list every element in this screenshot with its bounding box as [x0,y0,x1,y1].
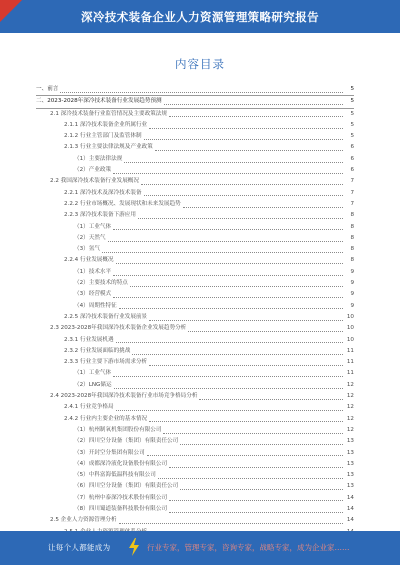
toc-entry[interactable] [36,84,354,96]
toc-dot-leader [147,455,343,456]
lightning-bolt-icon [128,538,140,556]
toc-entry-page: 11 [346,347,354,354]
toc-entry-title: （3）开封空分集团有限公司 [74,449,145,456]
toc-dot-leader [158,478,343,479]
footer-slogan: 让每个人都能成为 [48,543,111,552]
toc-entry-title: 2.2.4 行业发展概况 [64,257,114,264]
toc-entry-page: 10 [346,325,354,332]
toc-dot-leader [119,308,343,309]
toc-entry-title: （3）氢气 [74,246,100,253]
toc-entry[interactable] [36,391,354,402]
toc-dot-leader [180,444,343,445]
toc-dot-leader [113,229,343,230]
toc-entry-page: 11 [346,370,354,377]
toc-entry-title: 2.2 我国深冷技术装备行业发展概况 [50,178,139,185]
toc-dot-leader [180,489,343,490]
toc-entry[interactable] [36,267,354,278]
toc-entry-page: 9 [350,280,354,287]
toc-entry-title: 2.4.2 行业内主要企业的基本情况 [64,415,148,422]
toc-entry-page: 7 [350,189,354,196]
toc-entry-title: （2）主要技术的特点 [74,280,128,287]
toc-entry[interactable] [36,96,354,108]
toc-dot-leader [144,139,343,140]
toc-dot-leader [183,207,343,208]
toc-dot-leader [130,286,343,287]
toc-entry[interactable] [36,188,354,199]
toc-entry-page: 12 [346,393,354,400]
toc-entry-title: （7）杭州中泰深冷技术股份有限公司 [74,494,168,501]
toc-entry-page: 6 [350,167,354,174]
toc-entry-page: 14 [346,505,354,512]
toc-entry-page: 8 [350,212,354,219]
toc-entry-title: 2.3 2023-2028年我国深冷技术装备企业发展趋势分析 [50,325,187,332]
toc-entry-title: 2.3.1 行业发展机遇 [64,336,114,343]
toc-dot-leader [102,252,343,253]
toc-dot-leader [119,523,343,524]
toc-dot-leader [169,512,343,513]
toc-entry-page: 13 [346,460,354,467]
footer-bar [0,531,400,565]
toc-entry[interactable] [36,380,354,391]
toc-entry-page: 8 [350,257,354,264]
toc-entry-page: 5 [350,121,354,128]
toc-entry-title: 2.2.3 深冷技术装备下游应用 [64,212,136,219]
toc-dot-leader [188,331,343,332]
toc-entry-title: （8）四川蜀道装备科技股份有限公司 [74,505,168,512]
toc-entry-page: 5 [350,86,354,92]
toc-entry-title: 2.1.1 深冷技术装备企业所属行业 [64,121,148,128]
toc-entry[interactable] [36,278,354,289]
toc-entry-page: 9 [350,291,354,298]
toc-entry-title: 2.1.2 行业主管部门及监管体制 [64,133,142,140]
toc-dot-leader [124,162,343,163]
toc-entry[interactable] [36,244,354,255]
toc-entry-page: 7 [350,178,354,185]
toc-entry[interactable] [36,346,354,357]
toc-entry-title: 2.5 企业人力资源管理分析 [50,517,117,524]
toc-entry[interactable] [36,222,354,233]
toc-entry[interactable] [36,323,354,334]
toc-dot-leader [149,365,343,366]
toc-entry-page: 12 [346,426,354,433]
toc-entry[interactable] [36,255,354,266]
toc-dot-leader [116,410,343,411]
toc-entry-title: 2.1 深冷技术装备行业监管情况及主要政策法规 [50,110,167,117]
report-header-bar [0,0,400,33]
footer-roles: 行业专家，管理专家，咨询专家，战略专家，成为企业家…… [147,543,350,552]
toc-entry-title: （2）LNG储运 [74,381,112,388]
toc-entry[interactable] [36,120,354,131]
toc-entry[interactable] [36,154,354,165]
toc-entry[interactable] [36,481,354,492]
toc-dot-leader [149,421,343,422]
toc-entry[interactable] [36,448,354,459]
toc-entry-page: 13 [346,438,354,445]
toc-dot-leader [141,184,343,185]
toc-entry-title: 2.3.3 行业主要下游市场需求分析 [64,359,148,366]
toc-dot-leader [113,173,343,174]
toc-entry[interactable] [36,312,354,323]
toc-entry-page: 11 [346,359,354,366]
toc-entry[interactable] [36,459,354,470]
toc-entry-page: 6 [350,144,354,151]
toc-entry-title: （5）中科富海低温科技有限公司 [74,472,156,479]
toc-dot-leader [114,388,343,389]
toc-entry[interactable] [36,436,354,447]
toc-entry[interactable] [36,176,354,187]
toc-entry-title: 一、前言 [36,86,59,92]
toc-dot-leader [116,263,343,264]
toc-entry[interactable] [36,425,354,436]
toc-entry-page: 13 [346,449,354,456]
toc-entry[interactable] [36,402,354,413]
toc-entry[interactable] [36,199,354,210]
toc-entry-title: （4）周期性特征 [74,302,117,309]
toc-entry-title: （1）工业气体 [74,370,112,377]
toc-entry-page: 5 [350,133,354,140]
toc-entry-page: 10 [346,313,354,320]
toc-dot-leader [60,92,343,93]
toc-entry-page: 12 [346,381,354,388]
toc-entry-page: 12 [346,404,354,411]
toc-dot-leader [144,195,343,196]
toc-entry-title: （2）四川空分设备（集团）有限责任公司 [74,438,179,445]
toc-dot-leader [149,320,343,321]
toc-entry-page: 8 [350,223,354,230]
toc-entry-page: 9 [350,268,354,275]
toc-entry-title: 2.4 2023-2028年我国深冷技术装备行业市场竞争格局分析 [50,393,198,400]
toc-entry-title: 2.2.1 深冷技术及深冷技术装备 [64,189,142,196]
toc-entry-title: （1）主要法律法规 [74,155,123,162]
toc-entry-page: 6 [350,155,354,162]
toc-entry[interactable] [36,414,354,425]
toc-entry-title: 二、2023-2028年深冷技术装备行业发展趋势预测 [36,98,162,105]
toc-dot-leader [132,354,343,355]
toc-entry[interactable] [36,470,354,481]
toc-entry-page: 10 [346,336,354,343]
toc-entry-title: （2）产业政策 [74,167,112,174]
toc-dot-leader [164,104,343,105]
toc-entry[interactable] [36,504,354,515]
toc-entry[interactable] [36,335,354,346]
toc-entry-title: 2.1.3 行业主要法律法规及产业政策 [64,144,153,151]
toc-entry[interactable] [36,301,354,312]
toc-dot-leader [169,467,343,468]
toc-dot-leader [113,376,343,377]
toc-entry-page: 5 [350,98,354,105]
toc-entry-page: 12 [346,415,354,422]
toc-entry-title: （2）天然气 [74,234,106,241]
toc-entry-page: 8 [350,246,354,253]
toc-dot-leader [155,150,343,151]
toc-dot-leader [138,218,343,219]
toc-entry-title: （1）杭州制氧机集团股份有限公司 [74,426,162,433]
toc-entry[interactable] [36,131,354,142]
toc-entry-page: 5 [350,110,354,117]
toc-entry-page: 14 [346,517,354,524]
toc-entry[interactable] [36,357,354,368]
toc-entry[interactable] [36,210,354,221]
toc-dot-leader [116,342,343,343]
toc-entry-title: （4）成都深冷液化设备股份有限公司 [74,460,168,467]
toc-heading: 内容目录 [175,57,225,71]
toc-dot-leader [163,433,343,434]
toc-entry-page: 14 [346,494,354,501]
toc-dot-leader [169,500,343,501]
toc-entry-title: （6）四川空分设备（集团）有限责任公司 [74,483,179,490]
toc-dot-leader [113,275,343,276]
toc-entry-page: 13 [346,472,354,479]
toc-entry[interactable] [36,289,354,300]
toc-entry[interactable] [36,233,354,244]
toc-entry-title: （3）经营模式 [74,291,112,298]
toc-entry-page: 13 [346,483,354,490]
toc-entry-page: 8 [350,234,354,241]
toc-dot-leader [113,297,343,298]
toc-entry[interactable] [36,142,354,153]
toc-dot-leader [169,116,343,117]
toc-entry-title: 2.2.2 行业市场概况、发展现状和未来发展趋势 [64,200,181,207]
toc-entry[interactable] [36,493,354,504]
toc-entry-title: （1）工业气体 [74,223,112,230]
toc-entry-title: 2.3.2 行业发展面临的挑战 [64,347,131,354]
toc-entry[interactable] [36,368,354,379]
toc-dot-leader [149,128,343,129]
toc-entry-title: 2.2.5 深冷技术装备行业发展前景 [64,313,148,320]
table-of-contents [36,84,354,538]
toc-entry-page: 7 [350,200,354,207]
toc-entry-page: 9 [350,302,354,309]
toc-dot-leader [108,241,343,242]
toc-entry[interactable] [36,165,354,176]
toc-entry[interactable] [36,515,354,526]
toc-entry[interactable] [36,109,354,120]
toc-dot-leader [199,399,343,400]
report-title: 深冷技术装备企业人力资源管理策略研究报告 [81,10,319,24]
toc-entry-title: （1）技术水平 [74,268,112,275]
toc-entry-title: 2.4.1 行业竞争格局 [64,404,114,411]
